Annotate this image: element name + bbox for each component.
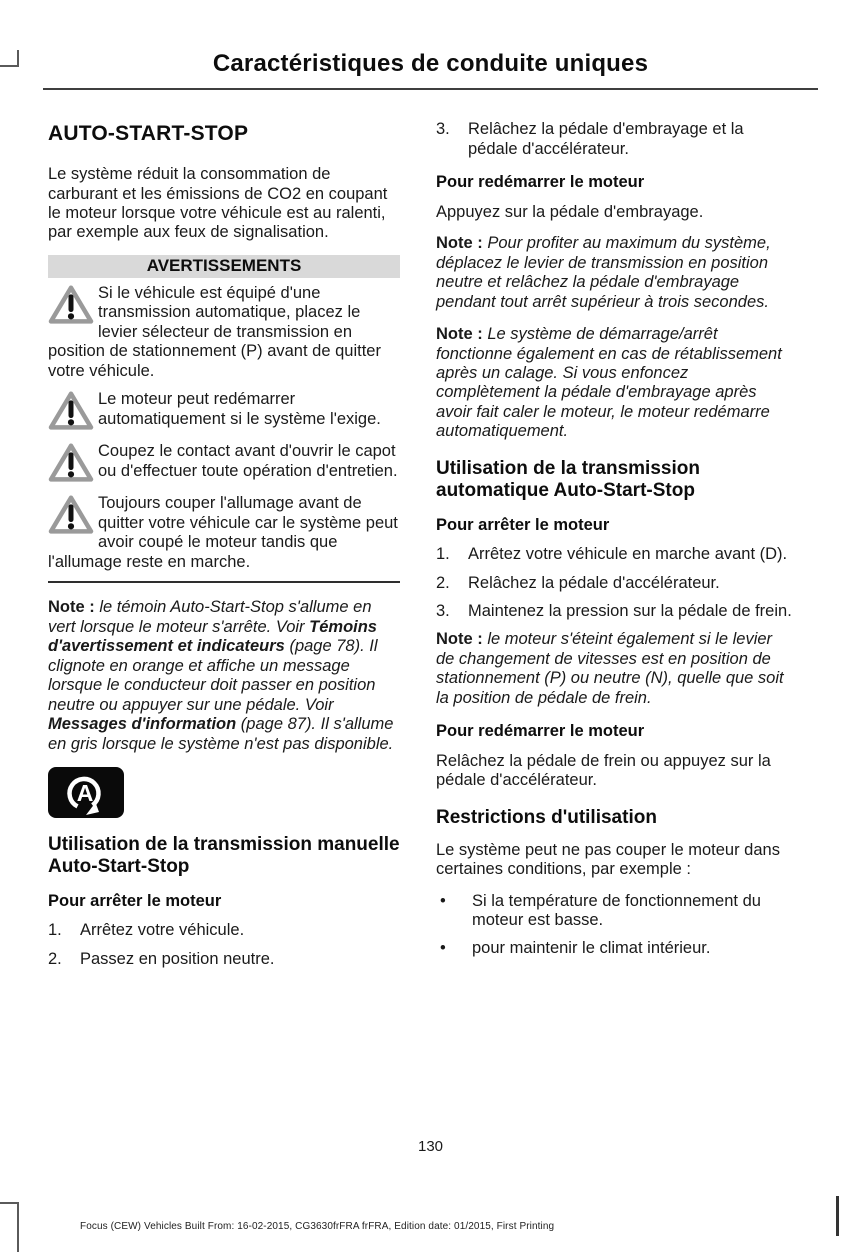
step-number: 1. [48, 921, 62, 940]
step-text: Relâchez la pédale d'accélérateur. [468, 573, 720, 592]
step-item [48, 950, 400, 969]
note-paragraph [436, 234, 792, 312]
step-number: 3. [436, 120, 450, 139]
svg-text:A: A [76, 779, 94, 806]
warning-triangle-icon [48, 443, 94, 483]
warning-text: Toujours couper l'allumage avant de quitter votre véhicule car le système peut avoir coupé le moteur tandis que l'allumage reste en marche. [48, 494, 398, 571]
step-text: Maintenez la pression sur la pédale de frein. [468, 601, 792, 620]
step-item [48, 921, 400, 940]
note-label: Note : [436, 630, 483, 649]
note-text: Le système de démarrage/arrêt fonctionne également en cas de rétablissement après un calage. Si vous enfoncez complètement la pédale d'embrayage après avoir fait caler le moteur, le moteur redémarre automatiquement. [436, 325, 782, 441]
step-item [436, 574, 792, 593]
paragraph-restrictions-intro: Le système peut ne pas couper le moteur dans certaines conditions, par exemple : [436, 840, 780, 879]
warnings-header: AVERTISSEMENTS [48, 255, 400, 278]
page-title: Caractéristiques de conduite uniques [212, 50, 649, 77]
section-title-auto-start-stop: AUTO-START-STOP [48, 122, 249, 146]
note-paragraph [48, 598, 400, 754]
crop-mark-top-left [0, 50, 19, 67]
note-text: (page 78). Il clignote en orange et affiche un message lorsque le conducteur doit passer en position neutre ou appuyer sur une pédale. Voir [48, 637, 378, 714]
paragraph-restart: Relâchez la pédale de frein ou appuyez sur la pédale d'accélérateur. [436, 751, 771, 790]
note-text: Pour profiter au maximum du système, déplacez le levier de transmission en position neutre et relâchez la pédale d'embrayage pendant tout arrêt supérieur à trois secondes. [436, 234, 771, 311]
heading-stop-engine: Pour arrêter le moteur [48, 891, 222, 910]
warning-item [48, 442, 400, 485]
warning-item [48, 284, 400, 381]
warning-triangle-icon [48, 495, 94, 535]
crop-mark-bottom-left [0, 1202, 19, 1252]
warning-triangle-icon [48, 391, 94, 431]
bullet-item [436, 892, 792, 931]
note-reference: Témoins d'avertissement et indicateurs [48, 617, 377, 656]
heading-manual-transmission: Utilisation de la transmission manuelle Auto-Start-Stop [48, 833, 400, 877]
bullet-icon: • [440, 891, 446, 910]
note-paragraph [436, 325, 792, 442]
note-label: Note : [436, 234, 483, 253]
note-text: (page 87). Il s'allume en gris lorsque le système n'est pas disponible. [48, 715, 394, 753]
step-item [436, 545, 792, 564]
note-reference: Messages d'information [48, 715, 237, 734]
heading-auto-transmission: Utilisation de la transmission automatique Auto-Start-Stop [436, 457, 700, 501]
heading-restart-engine: Pour redémarrer le moteur [436, 722, 645, 741]
step-number: 1. [436, 545, 450, 564]
step-item [436, 120, 792, 159]
auto-start-stop-icon [48, 767, 124, 818]
heading-restart-engine: Pour redémarrer le moteur [436, 173, 645, 192]
page-number: 130 [417, 1138, 444, 1155]
note-paragraph [436, 630, 792, 708]
bullet-icon: • [440, 939, 446, 958]
warnings-divider [48, 581, 400, 583]
intro-paragraph: Le système réduit la consommation de carburant et les émissions de CO2 en coupant le moteur lorsque votre véhicule est au ralenti, par exemple aux feux de signalisation. [48, 165, 388, 242]
step-number: 3. [436, 601, 450, 620]
column-right [436, 120, 792, 978]
heading-stop-engine: Pour arrêter le moteur [436, 515, 610, 534]
step-number: 2. [436, 573, 450, 592]
step-text: Relâchez la pédale d'embrayage et la pédale d'accélérateur. [468, 120, 744, 158]
warning-text: Coupez le contact avant d'ouvrir le capot ou d'effectuer toute opération d'entretien. [98, 442, 398, 480]
warning-text: Si le véhicule est équipé d'une transmission automatique, placez le levier sélecteur de transmission en position de stationnement (P) avant de quitter votre véhicule. [48, 284, 381, 380]
step-text: Passez en position neutre. [80, 949, 275, 968]
page-body [0, 90, 861, 978]
step-text: Arrêtez votre véhicule. [80, 921, 245, 940]
bullet-text: pour maintenir le climat intérieur. [472, 939, 711, 958]
note-label: Note : [48, 598, 95, 617]
warning-item [48, 390, 400, 433]
note-label: Note : [436, 325, 483, 344]
note-text: le témoin Auto-Start-Stop s'allume en vert lorsque le moteur s'arrête. Voir [48, 598, 372, 636]
bullet-item [436, 939, 792, 958]
crop-mark-bottom-right [836, 1196, 839, 1236]
warning-item [48, 494, 400, 572]
step-text: Arrêtez votre véhicule en marche avant (D). [468, 545, 788, 564]
footer-text: Focus (CEW) Vehicles Built From: 16-02-2015, CG3630frFRA frFRA, Edition date: 01/2015, First Printing [80, 1221, 555, 1232]
warning-triangle-icon [48, 285, 94, 325]
column-left [48, 120, 400, 978]
bullet-text: Si la température de fonctionnement du moteur est basse. [472, 891, 761, 929]
heading-restrictions: Restrictions d'utilisation [436, 806, 657, 828]
note-text: le moteur s'éteint également si le levier de changement de vitesses est en position de stationnement (P) ou neutre (N), quelle que soit la position de pédale de frein. [436, 630, 784, 707]
step-item [436, 602, 792, 621]
step-number: 2. [48, 949, 62, 968]
warning-text: Le moteur peut redémarrer automatiquement si le système l'exige. [98, 390, 381, 428]
paragraph-restart: Appuyez sur la pédale d'embrayage. [436, 202, 704, 221]
